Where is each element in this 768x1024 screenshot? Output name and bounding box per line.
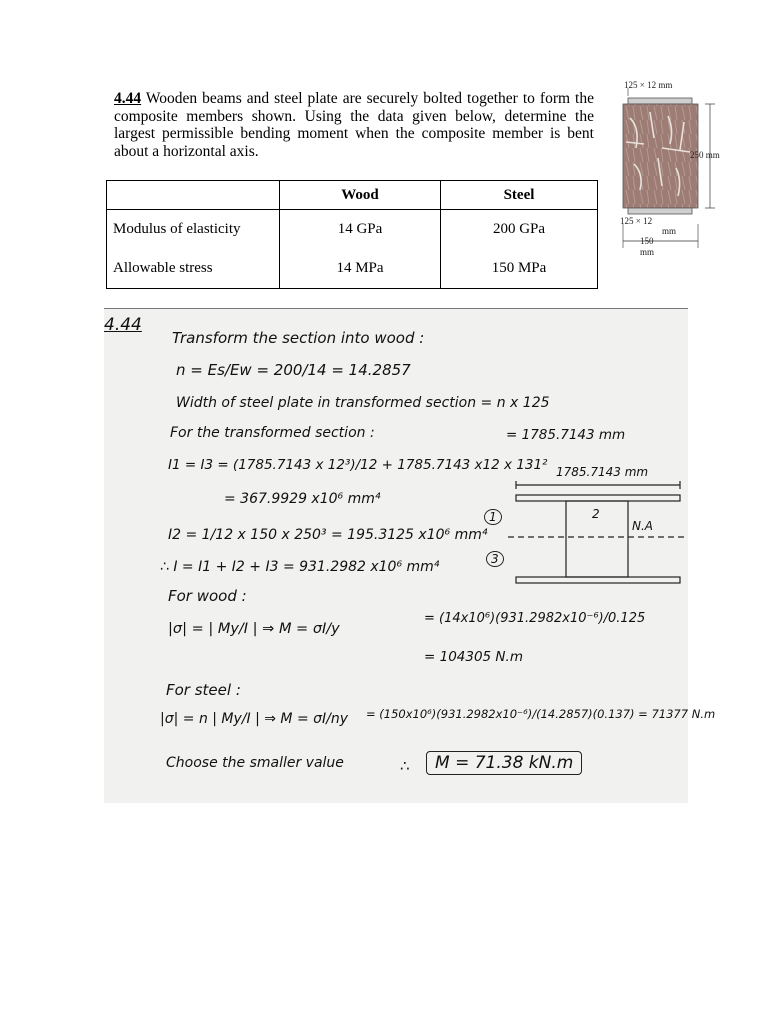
- solution-label: 4.44: [104, 315, 142, 335]
- solution-line: For wood :: [168, 587, 247, 605]
- bottom-plate-unit: mm: [662, 226, 677, 236]
- table-row: [107, 210, 598, 249]
- solution-line: = 367.9929 x10⁶ mm⁴: [224, 491, 381, 507]
- material-properties-table: [106, 180, 598, 289]
- sketch-na-label: N.A: [632, 519, 653, 533]
- table-header-row: [107, 181, 598, 210]
- sketch-width: 1785.7143 mm: [556, 465, 649, 479]
- wood-value: 14 MPa: [280, 248, 441, 289]
- solution-line: ∴: [400, 757, 410, 775]
- cross-section-figure: [610, 78, 768, 268]
- solution-line: |σ| = | My/I | ⇒ M = σI/y: [168, 621, 340, 637]
- solution-line: For the transformed section :: [170, 425, 375, 441]
- width-dim: 150: [640, 236, 654, 246]
- sketch-label-1: 1: [484, 509, 502, 525]
- top-plate-dim: 125 × 12 mm: [624, 80, 673, 90]
- solution-line: For steel :: [166, 681, 241, 699]
- sketch-label-3: 3: [486, 551, 504, 567]
- height-dim: 250 mm: [690, 150, 720, 160]
- table-header-blank: [107, 181, 280, 210]
- solution-line: Width of steel plate in transformed section = n x 125: [176, 395, 550, 411]
- transformed-section-sketch: [508, 465, 684, 599]
- solution-line: I2 = 1/12 x 150 x 250³ = 195.3125 x10⁶ mm⁴: [168, 527, 488, 543]
- steel-value: 150 MPa: [441, 248, 598, 289]
- solution-line: n = Es/Ew = 200/14 = 14.2857: [176, 361, 411, 379]
- problem-number: 4.44: [114, 90, 142, 107]
- sketch-label-2: 2: [592, 507, 600, 521]
- handwritten-solution: [104, 308, 716, 803]
- solution-line: = (150x10⁶)(931.2982x10⁻⁶)/(14.2857)(0.137) = 71377 N.m: [366, 707, 716, 721]
- problem-statement: [114, 90, 594, 160]
- solution-line: Choose the smaller value: [166, 755, 344, 771]
- width-unit: mm: [640, 247, 655, 257]
- table-header-wood: Wood: [280, 181, 441, 210]
- property-name: Allowable stress: [107, 248, 280, 289]
- solution-line: = 104305 N.m: [424, 649, 523, 665]
- final-answer-box: M = 71.38 kN.m: [426, 751, 582, 775]
- solution-line: |σ| = n | My/I | ⇒ M = σI/ny: [160, 711, 349, 727]
- sketch-drawing: [508, 479, 684, 599]
- solution-line: = (14x10⁶)(931.2982x10⁻⁶)/0.125: [424, 611, 646, 626]
- solution-line: = 1785.7143 mm: [506, 427, 626, 443]
- problem-text: Wooden beams and steel plate are securely bolted together to form the composite members shown. Using the data given below, determine the largest permissible bending moment when the composite member is bent about a horizontal axis.: [114, 90, 594, 160]
- bottom-plate-dim: 125 × 12: [620, 216, 653, 226]
- beam-section-drawing: [610, 78, 768, 268]
- table-row: [107, 248, 598, 289]
- steel-value: 200 GPa: [441, 210, 598, 249]
- table-header-steel: Steel: [441, 181, 598, 210]
- property-name: Modulus of elasticity: [107, 210, 280, 249]
- wood-value: 14 GPa: [280, 210, 441, 249]
- solution-line: ∴ I = I1 + I2 + I3 = 931.2982 x10⁶ mm⁴: [160, 559, 440, 575]
- solution-line: I1 = I3 = (1785.7143 x 12³)/12 + 1785.7143 x12 x 131²: [168, 457, 548, 473]
- solution-line: Transform the section into wood :: [172, 329, 425, 347]
